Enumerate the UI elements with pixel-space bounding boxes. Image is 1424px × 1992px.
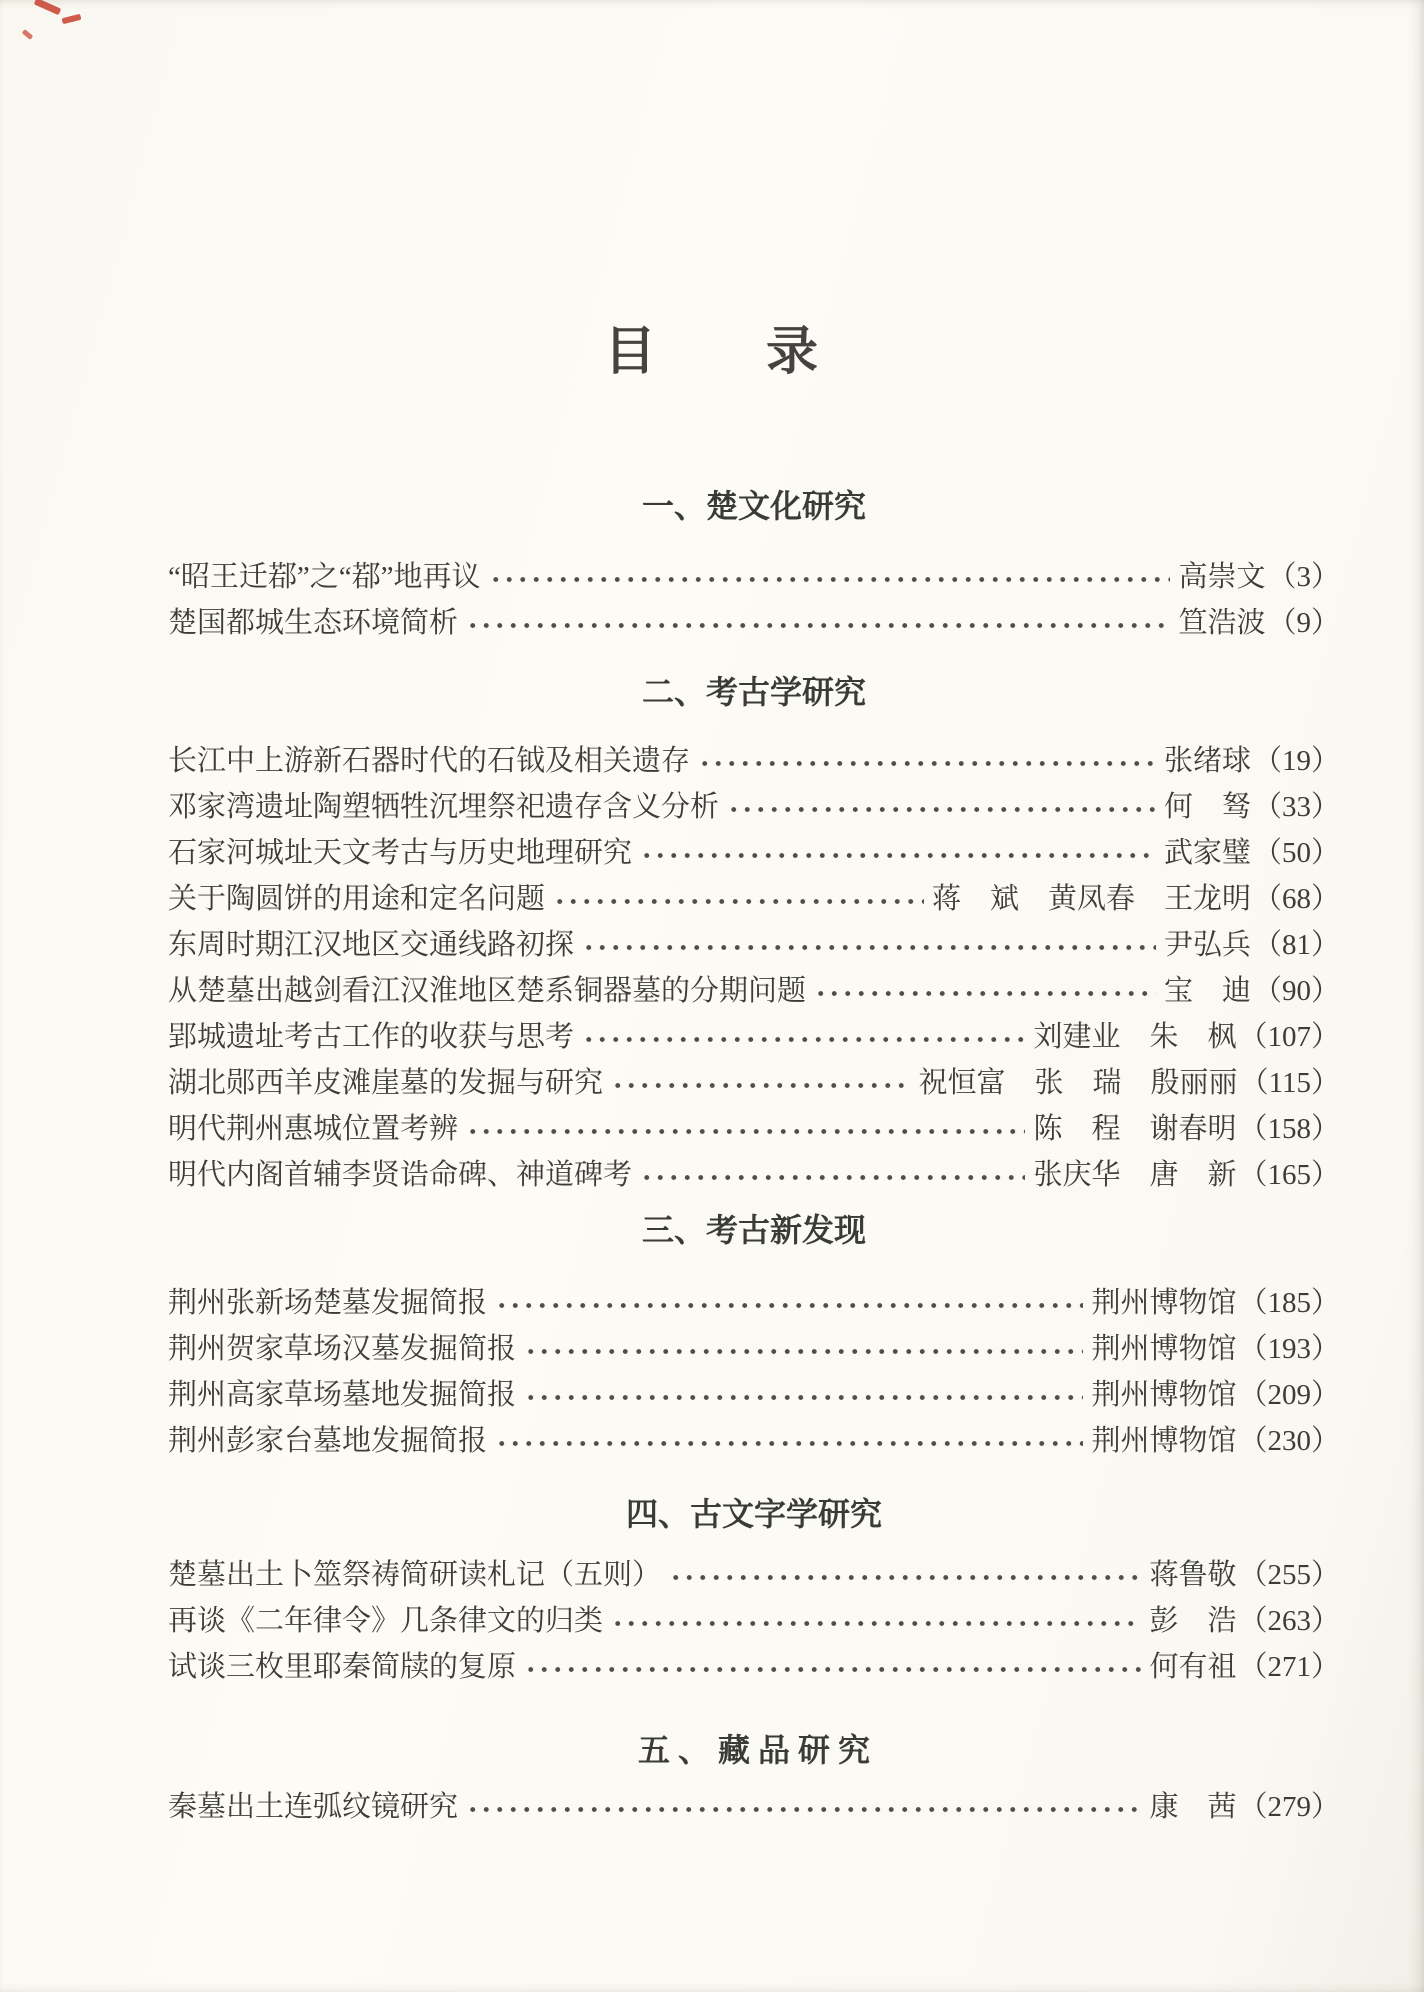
entry-title: 石家河城址天文考古与历史地理研究: [168, 837, 633, 869]
dot-leader: [464, 1784, 1141, 1830]
entry-page-number: （9）: [1267, 607, 1340, 639]
dot-leader: [464, 1106, 1025, 1152]
toc-entry: [168, 1598, 1340, 1644]
toc-entry: [168, 1106, 1340, 1152]
entry-page-number: （185）: [1238, 1287, 1340, 1319]
entry-title: 楚墓出土卜筮祭祷简研读札记（五则）: [168, 1559, 662, 1591]
dot-leader: [493, 1418, 1083, 1464]
entry-title: 邓家湾遗址陶塑牺牲沉埋祭祀遗存含义分析: [168, 791, 720, 823]
section-entries: [168, 1280, 1340, 1464]
dot-leader: [725, 784, 1156, 830]
entry-title: 东周时期江汉地区交通线路初探: [168, 929, 575, 961]
entry-title: 明代荆州惠城位置考辨: [168, 1113, 459, 1145]
entry-page-number: （81）: [1252, 929, 1340, 961]
entry-authors: 何有祖: [1149, 1651, 1237, 1683]
section-archaeology-research: [168, 674, 1340, 1198]
entry-page-number: （107）: [1238, 1021, 1340, 1053]
dot-leader: [522, 1326, 1083, 1372]
entry-title: 从楚墓出越剑看江汉淮地区楚系铜器墓的分期问题: [168, 975, 807, 1007]
section-paleography: [168, 1496, 1340, 1690]
toc-entry: [168, 1418, 1340, 1464]
toc-entry: [168, 968, 1340, 1014]
entry-page-number: （50）: [1252, 837, 1340, 869]
toc-entry: [168, 1060, 1340, 1106]
dot-leader: [609, 1598, 1141, 1644]
entry-page-number: （158）: [1238, 1113, 1340, 1145]
entry-authors: 尹弘兵: [1163, 929, 1251, 961]
toc-entry: [168, 1644, 1340, 1690]
entry-title: 荆州贺家草场汉墓发掘简报: [168, 1333, 517, 1365]
entry-title: 明代内阁首辅李贤诰命碑、神道碑考: [168, 1159, 633, 1191]
entry-authors: 荆州博物馆: [1091, 1425, 1237, 1457]
entry-page-number: （193）: [1238, 1333, 1340, 1365]
entry-authors: 荆州博物馆: [1091, 1379, 1237, 1411]
entry-page-number: （19）: [1252, 745, 1340, 777]
page-title: 目 录: [603, 324, 820, 381]
entry-authors: 彭 浩: [1149, 1605, 1237, 1637]
entry-authors: 武家璧: [1163, 837, 1251, 869]
toc-entry: [168, 600, 1340, 646]
entry-page-number: （33）: [1252, 791, 1340, 823]
entry-authors: 蒋 斌 黄凤春 王龙明: [931, 883, 1251, 915]
toc-entry: [168, 1372, 1340, 1418]
toc-entry: [168, 1014, 1340, 1060]
entry-authors: 陈 程 谢春明: [1033, 1113, 1237, 1145]
entry-page-number: （271）: [1238, 1651, 1340, 1683]
dot-leader: [493, 1280, 1083, 1326]
section-heading: 一、楚文化研究: [641, 488, 866, 524]
entry-title: 秦墓出土连弧纹镜研究: [168, 1791, 459, 1823]
entry-title: 关于陶圆饼的用途和定名问题: [168, 883, 546, 915]
dot-leader: [696, 738, 1156, 784]
section-heading: 三、考古新发现: [641, 1212, 866, 1248]
entry-title: 试谈三枚里耶秦简牍的复原: [168, 1651, 517, 1683]
dot-leader: [551, 876, 924, 922]
dot-leader: [464, 600, 1170, 646]
entry-page-number: （115）: [1239, 1067, 1340, 1099]
entry-title: “昭王迁鄀”之“鄀”地再议: [168, 561, 481, 593]
toc-entry: [168, 922, 1340, 968]
dot-leader: [580, 1014, 1025, 1060]
dot-leader: [522, 1372, 1083, 1418]
entry-authors: 祝恒富 张 瑞 殷丽丽: [918, 1067, 1238, 1099]
dot-leader: [522, 1644, 1141, 1690]
entry-title: 荆州张新场楚墓发掘简报: [168, 1287, 488, 1319]
entry-page-number: （279）: [1238, 1791, 1340, 1823]
entry-authors: 宝 迪: [1163, 975, 1251, 1007]
toc-entry: [168, 1552, 1340, 1598]
entry-authors: 张绪球: [1163, 745, 1251, 777]
red-scan-mark: [34, 0, 62, 15]
entry-page-number: （90）: [1252, 975, 1340, 1007]
section-new-discoveries: [168, 1212, 1340, 1464]
entry-authors: 高崇文: [1178, 561, 1266, 593]
red-scan-mark: [22, 29, 34, 40]
entry-authors: 张庆华 唐 新: [1033, 1159, 1237, 1191]
entry-title: 郢城遗址考古工作的收获与思考: [168, 1021, 575, 1053]
toc-entry: [168, 1152, 1340, 1198]
entry-page-number: （209）: [1238, 1379, 1340, 1411]
entry-page-number: （165）: [1238, 1159, 1340, 1191]
entry-title: 再谈《二年律令》几条律文的归类: [168, 1605, 604, 1637]
entry-page-number: （3）: [1267, 561, 1340, 593]
dot-leader: [638, 1152, 1025, 1198]
toc-entry: [168, 554, 1340, 600]
entry-authors: 康 茜: [1149, 1791, 1237, 1823]
entry-authors: 刘建业 朱 枫: [1033, 1021, 1237, 1053]
toc-entry: [168, 876, 1340, 922]
entry-page-number: （255）: [1238, 1559, 1340, 1591]
dot-leader: [667, 1552, 1141, 1598]
entry-title: 荆州高家草场墓地发掘简报: [168, 1379, 517, 1411]
section-entries: [168, 738, 1340, 1198]
section-entries: [168, 554, 1340, 646]
entry-title: 长江中上游新石器时代的石钺及相关遗存: [168, 745, 691, 777]
toc-content: [168, 488, 1340, 1830]
toc-entry: [168, 1280, 1340, 1326]
section-collection-research: [168, 1732, 1340, 1830]
section-heading: 二、考古学研究: [641, 674, 866, 710]
entry-page-number: （68）: [1252, 883, 1340, 915]
entry-authors: 何 驽: [1163, 791, 1251, 823]
section-heading: 四、古文字学研究: [625, 1496, 882, 1532]
entry-authors: 荆州博物馆: [1091, 1287, 1237, 1319]
entry-authors: 荆州博物馆: [1091, 1333, 1237, 1365]
toc-entry: [168, 1326, 1340, 1372]
entry-page-number: （230）: [1238, 1425, 1340, 1457]
toc-entry: [168, 784, 1340, 830]
section-entries: [168, 1552, 1340, 1690]
entry-title: 湖北郧西羊皮滩崖墓的发掘与研究: [168, 1067, 604, 1099]
section-heading: 五、藏品研究: [637, 1732, 878, 1768]
section-chu-culture: [168, 488, 1340, 646]
entry-authors: 蒋鲁敬: [1149, 1559, 1237, 1591]
entry-title: 楚国都城生态环境简析: [168, 607, 459, 639]
dot-leader: [812, 968, 1156, 1014]
toc-entry: [168, 738, 1340, 784]
entry-authors: 笪浩波: [1178, 607, 1266, 639]
red-scan-mark: [62, 14, 82, 24]
dot-leader: [487, 554, 1171, 600]
dot-leader: [580, 922, 1156, 968]
entry-page-number: （263）: [1238, 1605, 1340, 1637]
toc-entry: [168, 1784, 1340, 1830]
dot-leader: [638, 830, 1156, 876]
dot-leader: [609, 1060, 911, 1106]
toc-entry: [168, 830, 1340, 876]
section-entries: [168, 1784, 1340, 1830]
entry-title: 荆州彭家台墓地发掘简报: [168, 1425, 488, 1457]
